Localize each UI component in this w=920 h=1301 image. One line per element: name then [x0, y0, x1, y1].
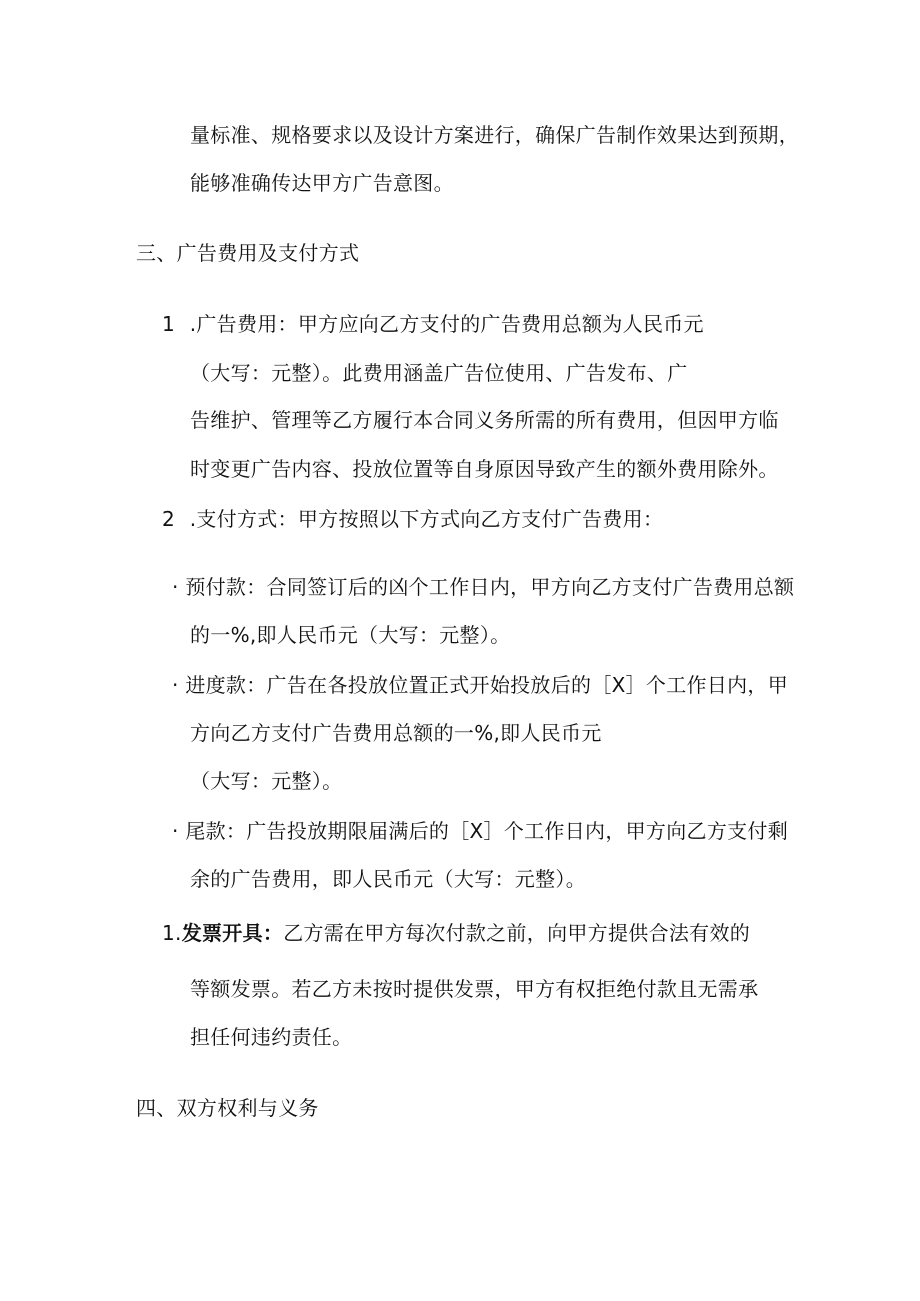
list-item-text: 乙方需在甲方每次付款之前，向甲方提供合法有效的	[283, 921, 751, 945]
paragraph-line: 量标准、规格要求以及设计方案进行，确保广告制作效果达到预期，	[190, 123, 799, 147]
paragraph-line: 的一%,即人民币元（大写：元整）。	[190, 623, 511, 647]
list-item-text: .广告费用：甲方应向乙方支付的广告费用总额为人民币元	[189, 312, 704, 336]
section-heading-4: 四、双方权利与义务	[136, 1096, 319, 1120]
paragraph-line: 能够准确传达甲方广告意图。	[190, 171, 454, 195]
list-number: 1	[162, 312, 176, 336]
paragraph-line: （大写：元整）。	[190, 769, 343, 793]
paragraph-line: 等额发票。若乙方未按时提供发票，甲方有权拒绝付款且无需承	[190, 977, 759, 1001]
paragraph-line: 余的广告费用，即人民币元（大写：元整）。	[190, 867, 586, 891]
invoice-label: 发票开具：	[181, 921, 284, 945]
paragraph-line: （大写：元整）。此费用涵盖广告位使用、广告发布、广	[190, 361, 688, 385]
list-item-1	[162, 311, 704, 337]
section-heading-3: 三、广告费用及支付方式	[136, 241, 360, 265]
bullet-prepayment: · 预付款：合同签订后的凶个工作日内，甲方向乙方支付广告费用总额	[172, 575, 795, 599]
paragraph-line: 告维护、管理等乙方履行本合同义务所需的所有费用，但因甲方临	[190, 408, 779, 432]
paragraph-line: 担任何违约责任。	[190, 1025, 353, 1049]
paragraph-line: 时变更广告内容、投放位置等自身原因导致产生的额外费用除外。	[190, 457, 779, 481]
bullet-final-payment: · 尾款：广告投放期限届满后的［X］个工作日内，甲方向乙方支付剩	[172, 819, 789, 843]
list-number: 1.	[162, 921, 182, 945]
list-item-invoice	[162, 920, 750, 946]
bullet-progress-payment: · 进度款：广告在各投放位置正式开始投放后的［X］个工作日内，甲	[172, 673, 789, 697]
list-item-2	[162, 506, 663, 532]
list-item-text: .支付方式：甲方按照以下方式向乙方支付广告费用：	[189, 507, 664, 531]
list-number: 2	[162, 507, 176, 531]
paragraph-line: 方向乙方支付广告费用总额的一%,即人民币元	[190, 721, 602, 745]
